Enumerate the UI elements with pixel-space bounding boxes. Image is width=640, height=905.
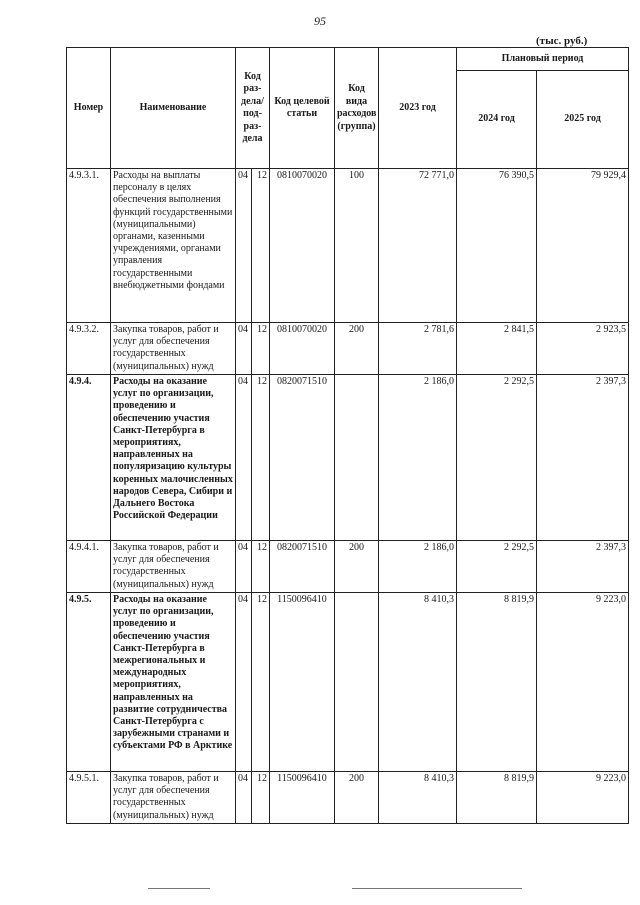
header-year-2025: 2025 год xyxy=(537,71,629,169)
row-amount-2023: 72 771,0 xyxy=(379,169,457,323)
header-plan-period: Плановый период xyxy=(457,48,629,71)
header-target-code: Код целевой статьи xyxy=(270,48,335,169)
row-target-code: 0820071510 xyxy=(270,541,335,593)
row-name: Закупка товаров, работ и услуг для обеспечения государственных (муниципальных) нужд xyxy=(111,772,236,824)
footer-mark xyxy=(148,888,210,889)
row-razdel: 04 xyxy=(236,541,252,593)
header-number: Номер xyxy=(67,48,111,169)
row-number: 4.9.5.1. xyxy=(67,772,111,824)
row-amount-2023: 2 186,0 xyxy=(379,541,457,593)
row-name: Закупка товаров, работ и услуг для обеспечения государственных (муниципальных) нужд xyxy=(111,541,236,593)
row-amount-2025: 2 397,3 xyxy=(537,541,629,593)
row-razdel: 04 xyxy=(236,169,252,323)
row-razdel: 04 xyxy=(236,593,252,772)
row-amount-2025: 2 923,5 xyxy=(537,323,629,375)
row-podrazdel: 12 xyxy=(252,772,270,824)
row-expense-type: 200 xyxy=(335,541,379,593)
table-row xyxy=(67,593,629,772)
table-row xyxy=(67,323,629,375)
row-target-code: 0810070020 xyxy=(270,323,335,375)
row-amount-2023: 8 410,3 xyxy=(379,772,457,824)
table-row xyxy=(67,169,629,323)
row-expense-type: 200 xyxy=(335,323,379,375)
row-podrazdel: 12 xyxy=(252,323,270,375)
footer-mark xyxy=(352,888,522,889)
row-expense-type: 200 xyxy=(335,772,379,824)
row-name: Расходы на оказание услуг по организации, проведению и обеспечению участия Санкт-Петербурга в межрегиональных и международных мероприятиях, направленных на развитие сотрудничества Санкт-Петербурга с зарубежными странами и субъектами РФ в Арктике xyxy=(111,593,236,772)
units-label: (тыс. руб.) xyxy=(536,35,588,47)
row-number: 4.9.5. xyxy=(67,593,111,772)
row-name: Расходы на оказание услуг по организации, проведению и обеспечению участия Санкт-Петербурга в мероприятиях, направленных на популяризацию культуры коренных малочисленных народов Севера, Сибири и Дальнего Востока Российской Федерации xyxy=(111,375,236,541)
row-target-code: 0810070020 xyxy=(270,169,335,323)
row-podrazdel: 12 xyxy=(252,169,270,323)
row-target-code: 1150096410 xyxy=(270,593,335,772)
page-number: 95 xyxy=(314,14,326,28)
row-number: 4.9.3.1. xyxy=(67,169,111,323)
row-amount-2023: 8 410,3 xyxy=(379,593,457,772)
row-target-code: 1150096410 xyxy=(270,772,335,824)
row-amount-2025: 79 929,4 xyxy=(537,169,629,323)
header-row-top xyxy=(67,48,629,71)
budget-table xyxy=(66,47,629,824)
row-amount-2025: 9 223,0 xyxy=(537,772,629,824)
row-target-code: 0820071510 xyxy=(270,375,335,541)
header-name: Наименование xyxy=(111,48,236,169)
row-number: 4.9.3.2. xyxy=(67,323,111,375)
row-podrazdel: 12 xyxy=(252,375,270,541)
row-amount-2024: 2 292,5 xyxy=(457,375,537,541)
header-year-2024: 2024 год xyxy=(457,71,537,169)
row-number: 4.9.4. xyxy=(67,375,111,541)
row-name: Расходы на выплаты персоналу в целях обеспечения выполнения функций государственными (муниципальными) органами, казенными учреждениями, органами управления государственными внебюджетными фондами xyxy=(111,169,236,323)
row-amount-2024: 8 819,9 xyxy=(457,772,537,824)
row-podrazdel: 12 xyxy=(252,541,270,593)
row-podrazdel: 12 xyxy=(252,593,270,772)
row-amount-2025: 9 223,0 xyxy=(537,593,629,772)
header-section-code: Код раз- дела/ под- раз- дела xyxy=(236,48,270,169)
row-name: Закупка товаров, работ и услуг для обеспечения государственных (муниципальных) нужд xyxy=(111,323,236,375)
row-amount-2023: 2 781,6 xyxy=(379,323,457,375)
row-amount-2024: 76 390,5 xyxy=(457,169,537,323)
row-razdel: 04 xyxy=(236,323,252,375)
table-row xyxy=(67,541,629,593)
header-year-2023: 2023 год xyxy=(379,48,457,169)
row-expense-type xyxy=(335,375,379,541)
row-amount-2024: 2 292,5 xyxy=(457,541,537,593)
row-expense-type: 100 xyxy=(335,169,379,323)
row-number: 4.9.4.1. xyxy=(67,541,111,593)
row-amount-2023: 2 186,0 xyxy=(379,375,457,541)
row-razdel: 04 xyxy=(236,772,252,824)
row-amount-2024: 2 841,5 xyxy=(457,323,537,375)
row-expense-type xyxy=(335,593,379,772)
header-expense-type-code: Код вида расходов (группа) xyxy=(335,48,379,169)
table-row xyxy=(67,772,629,824)
row-razdel: 04 xyxy=(236,375,252,541)
row-amount-2024: 8 819,9 xyxy=(457,593,537,772)
row-amount-2025: 2 397,3 xyxy=(537,375,629,541)
table-row xyxy=(67,375,629,541)
